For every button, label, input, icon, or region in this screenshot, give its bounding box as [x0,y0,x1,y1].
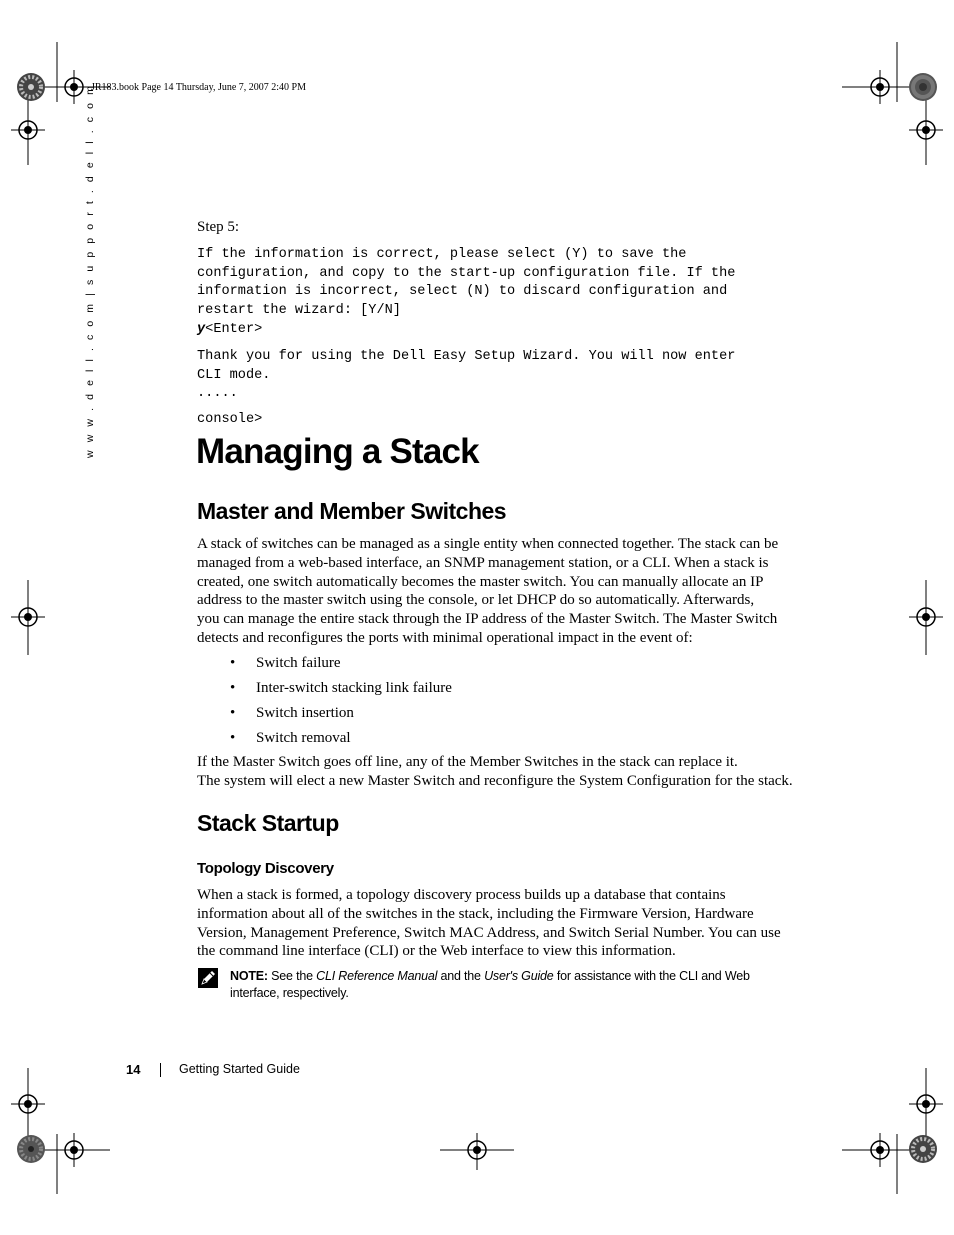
registration-mark-icon [909,113,943,147]
registration-mark-icon [57,1133,91,1167]
registration-mark-icon [863,70,897,104]
failure-event-list [230,653,452,753]
registration-mark-icon [460,1133,494,1167]
page-title: Managing a Stack [196,432,479,471]
section-heading-master-member: Master and Member Switches [197,498,507,524]
list-item: • Switch insertion [230,705,354,721]
print-header-stamp: JR183.book Page 14 Thursday, June 7, 2007 2:40 PM [91,82,306,93]
registration-mark-icon [11,600,45,634]
registration-mark-icon [11,1087,45,1121]
starburst-mark-icon [16,72,46,102]
registration-mark-icon [909,1087,943,1121]
page-number: 14 [126,1062,141,1077]
footer-divider [160,1063,161,1077]
subheading-topology-discovery: Topology Discovery [197,860,334,877]
section-heading-stack-startup: Stack Startup [197,810,339,836]
starburst-mark-icon [16,1134,46,1164]
starburst-mark-icon [908,72,938,102]
list-item: • Switch removal [230,730,351,746]
step-label: Step 5: [197,219,240,235]
section1-closing: If the Master Switch goes off line, any of the Member Switches in the stack can replace it. The system will elect a new Master Switch and reconfigure the System Configuration for the stack. [197,754,793,789]
list-item: • Switch failure [230,655,341,671]
note-text: NOTE: See the CLI Reference Manual and the User's Guide for assistance with the CLI and Web interface, respectively. [230,969,750,1000]
section1-paragraph: A stack of switches can be managed as a single entity when connected together. The stack can be managed from a web-based interface, an SNMP management station, or a CLI. When a stack is created, one switch automatically becomes the master switch. You can manually allocate an IP address to the master switch using the console, or let DHCP do so automatically. Afterwards, you can manage the entire stack through the IP address of the Master Switch. The Master Switch detects and reconfigures the ports with minimal operational impact in the event of: [197,536,779,646]
registration-mark-icon [909,600,943,634]
code-block-prompt: If the information is correct, please select (Y) to save the configuration, and copy to the start-up configuration file. If the information is incorrect, select (N) to discard configuration and restart the wizard: [Y/N] y<Enter> [197,247,736,337]
note-pencil-icon [198,968,218,988]
list-item: • Inter-switch stacking link failure [230,680,452,696]
footer-title: Getting Started Guide [179,1062,300,1076]
registration-mark-icon [863,1133,897,1167]
registration-mark-icon [11,113,45,147]
code-block-thanks: Thank you for using the Dell Easy Setup Wizard. You will now enter CLI mode. ..... [197,349,736,402]
code-console-prompt: console> [197,412,263,427]
section2-paragraph: When a stack is formed, a topology discovery process builds up a database that contains information about all of the switches in the stack, including the Firmware Version, Hardware Version, Management Preference, Switch MAC Address, and Switch Serial Number. You can use the command line interface (CLI) or the Web interface to view this information. [197,887,781,960]
starburst-mark-icon [908,1134,938,1164]
side-url-text: w w w . d e l l . c o m | s u p p o r t . d e l l . c o m [84,83,96,458]
